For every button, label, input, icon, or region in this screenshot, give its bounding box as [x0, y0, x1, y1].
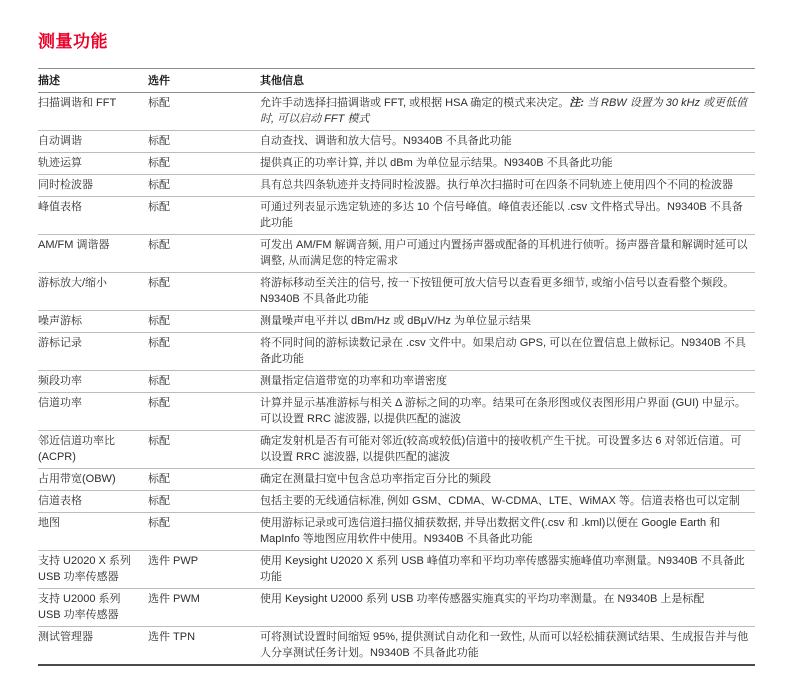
feature-info: 将不同时间的游标读数记录在 .csv 文件中。如果启动 GPS, 可以在位置信息上做标记。N9340B 不具备此功能 — [260, 333, 755, 371]
feature-info: 确定发射机是否有可能对邻近(较高或较低)信道中的接收机产生干扰。可设置多达 6 对邻近信道。可以设置 RRC 滤波器, 以提供匹配的滤波 — [260, 431, 755, 469]
table-row — [38, 513, 755, 551]
feature-option: 标配 — [148, 431, 260, 469]
feature-info: 具有总共四条轨迹并支持同时检波器。执行单次扫描时可在四条不同轨迹上使用四个不同的检波器 — [260, 175, 755, 197]
feature-option: 标配 — [148, 469, 260, 491]
feature-info: 可发出 AM/FM 解调音频, 用户可通过内置扬声器或配备的耳机进行侦听。扬声器音量和解调时延可以调整, 从而满足您的特定需求 — [260, 235, 755, 273]
table-row — [38, 491, 755, 513]
feature-option: 标配 — [148, 333, 260, 371]
feature-name: 频段功率 — [38, 371, 148, 393]
feature-info: 使用 Keysight U2000 系列 USB 功率传感器实施真实的平均功率测量。在 N9340B 上是标配 — [260, 589, 755, 627]
header-desc: 描述 — [38, 69, 148, 93]
table-row — [38, 175, 755, 197]
feature-name: 噪声游标 — [38, 311, 148, 333]
feature-info: 包括主要的无线通信标准, 例如 GSM、CDMA、W-CDMA、LTE、WiMAX 等。信道表格也可以定制 — [260, 491, 755, 513]
table-row — [38, 627, 755, 666]
feature-info: 测量噪声电平并以 dBm/Hz 或 dBμV/Hz 为单位显示结果 — [260, 311, 755, 333]
feature-option: 标配 — [148, 273, 260, 311]
table-row — [38, 431, 755, 469]
table-body — [38, 93, 755, 666]
info-text: 允许手动选择扫描调谐或 FFT, 或根据 HSA 确定的模式来决定。 — [260, 97, 570, 109]
table-row — [38, 153, 755, 175]
feature-info: 将游标移动至关注的信号, 按一下按钮便可放大信号以查看更多细节, 或缩小信号以查看整个频段。N9340B 不具备此功能 — [260, 273, 755, 311]
table-row — [38, 197, 755, 235]
feature-option: 标配 — [148, 197, 260, 235]
table-row — [38, 235, 755, 273]
header-option: 选件 — [148, 69, 260, 93]
feature-info: 计算并显示基准游标与相关 Δ 游标之间的功率。结果可在条形图或仪表图形用户界面 (GUI) 中显示。可以设置 RRC 滤波器, 以提供匹配的滤波 — [260, 393, 755, 431]
feature-name: 信道表格 — [38, 491, 148, 513]
table-row — [38, 371, 755, 393]
feature-info: 测量指定信道带宽的功率和功率谱密度 — [260, 371, 755, 393]
feature-name: 自动调谐 — [38, 131, 148, 153]
feature-info: 可通过列表显示选定轨迹的多达 10 个信号峰值。峰值表还能以 .csv 文件格式导出。N9340B 不具备此功能 — [260, 197, 755, 235]
feature-option: 标配 — [148, 153, 260, 175]
feature-info: 自动查找、调谐和放大信号。N9340B 不具备此功能 — [260, 131, 755, 153]
feature-name: 占用带宽(OBW) — [38, 469, 148, 491]
table-row — [38, 311, 755, 333]
feature-option: 选件 TPN — [148, 631, 196, 643]
feature-option: 标配 — [148, 371, 260, 393]
feature-name: 支持 U2020 X 系列 USB 功率传感器 — [38, 551, 148, 589]
table-row — [38, 393, 755, 431]
note-label: 注: — [569, 97, 584, 109]
page-title: 测量功能 — [38, 32, 108, 51]
feature-name: 地图 — [38, 513, 148, 551]
feature-name: 轨迹运算 — [38, 153, 148, 175]
feature-option: 标配 — [148, 131, 260, 153]
table-row — [38, 131, 755, 153]
note-text: 当 RBW 设置为 30 kHz 或更低值时, 可以启动 FFT 模式 — [260, 97, 748, 125]
feature-name: 峰值表格 — [38, 197, 148, 235]
feature-name: 游标记录 — [38, 333, 148, 371]
feature-name: 测试管理器 — [38, 631, 93, 643]
feature-option: 标配 — [148, 93, 260, 131]
feature-info: 可将测试设置时间缩短 95%, 提供测试自动化和一致性, 从而可以轻松捕获测试结果、生成报告并与他人分享测试任务计划。N9340B 不具备此功能 — [260, 631, 749, 659]
table-row — [38, 273, 755, 311]
feature-option: 标配 — [148, 311, 260, 333]
feature-option: 标配 — [148, 175, 260, 197]
table-row — [38, 589, 755, 627]
feature-info: 使用游标记录或可选信道扫描仪捕获数据, 并导出数据文件(.csv 和 .kml)以便在 Google Earth 和 MapInfo 等地图应用软件中使用。N9340B 不具备此功能 — [260, 513, 755, 551]
feature-name: AM/FM 调谐器 — [38, 235, 148, 273]
feature-name: 支持 U2000 系列 USB 功率传感器 — [38, 589, 148, 627]
feature-option: 选件 PWM — [148, 589, 260, 627]
feature-option: 标配 — [148, 513, 260, 551]
feature-info: 提供真正的功率计算, 并以 dBm 为单位显示结果。N9340B 不具备此功能 — [260, 153, 755, 175]
feature-name: 游标放大/缩小 — [38, 273, 148, 311]
header-info: 其他信息 — [260, 69, 755, 93]
feature-option: 标配 — [148, 393, 260, 431]
feature-option: 标配 — [148, 491, 260, 513]
table-header — [38, 69, 755, 93]
table-row — [38, 469, 755, 491]
feature-info: 确定在测量扫宽中包含总功率指定百分比的频段 — [260, 469, 755, 491]
feature-name: 扫描调谐和 FFT — [38, 93, 148, 131]
feature-option: 标配 — [148, 235, 260, 273]
measurement-functions-table — [38, 68, 755, 666]
table-row — [38, 93, 755, 131]
feature-option: 选件 PWP — [148, 551, 260, 589]
feature-name: 邻近信道功率比(ACPR) — [38, 431, 148, 469]
table-row — [38, 333, 755, 371]
feature-info: 使用 Keysight U2020 X 系列 USB 峰值功率和平均功率传感器实施峰值功率测量。N9340B 不具备此功能 — [260, 551, 755, 589]
feature-name: 同时检波器 — [38, 175, 148, 197]
header-row — [38, 69, 755, 93]
feature-info — [260, 93, 755, 131]
feature-name: 信道功率 — [38, 393, 148, 431]
table-row — [38, 551, 755, 589]
